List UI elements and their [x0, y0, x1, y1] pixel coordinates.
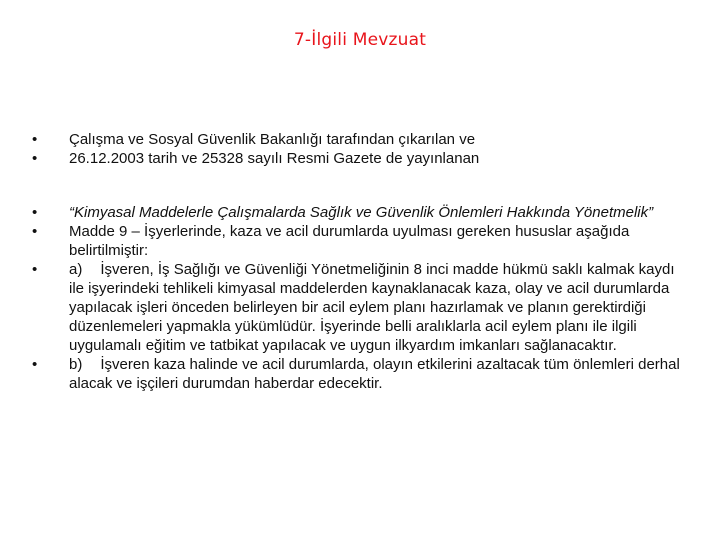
list-item [32, 222, 682, 260]
article-text: İşyerlerinde, kaza ve acil durumlarda uyulması gereken hususlar aşağıda belirtilmiştir: [69, 223, 630, 259]
regulation-bullet-list [32, 203, 682, 393]
clause-label: b) [69, 356, 83, 373]
list-item-text: 26.12.2003 tarih ve 25328 sayılı Resmi Gazete de yayınlanan [69, 150, 480, 167]
bullet-icon: • [32, 131, 38, 148]
list-item [32, 130, 682, 149]
list-item-text: Çalışma ve Sosyal Güvenlik Bakanlığı tarafından çıkarılan ve [69, 131, 476, 148]
bullet-icon: • [32, 223, 38, 240]
article-number: Madde 9 – [69, 223, 140, 240]
list-item [32, 203, 682, 222]
list-item [32, 260, 682, 355]
bullet-icon: • [32, 261, 38, 278]
list-item [32, 149, 682, 168]
list-item [32, 355, 682, 393]
bullet-icon: • [32, 204, 38, 221]
bullet-icon: • [32, 356, 38, 373]
intro-bullet-list [32, 130, 682, 168]
slide-title: 7-İlgili Mevzuat [293, 30, 427, 50]
clause-label: a) [69, 261, 83, 278]
regulation-name: “Kimyasal Maddelerle Çalışmalarda Sağlık ve Güvenlik Önlemleri Hakkında Yönetmelik” [69, 204, 654, 221]
bullet-icon: • [32, 150, 38, 167]
clause-text: İşveren kaza halinde ve acil durumlarda, olayın etkilerini azaltacak tüm önlemleri derhal alacak ve işçileri durumdan haberdar edecektir. [69, 356, 680, 392]
clause-text: İşveren, İş Sağlığı ve Güvenliği Yönetmeliğinin 8 inci madde hükmü saklı kalmak kaydı ile işyerindeki tehlikeli kimyasal maddelerden kaynaklanacak kaza, olay ve acil durumlarda yapılacak işleri önceden belirleyen bir acil eylem planı hazırlamak ve planın gerektirdiği düzenlemeleri yapmakla yükümlüdür. İşyerinde belli aralıklarla acil eylem planı ile ilgili uygulamalı eğitim ve tatbikat yapılacak ve uygun ilkyardım imkanları sağlanacaktır. [69, 261, 675, 354]
